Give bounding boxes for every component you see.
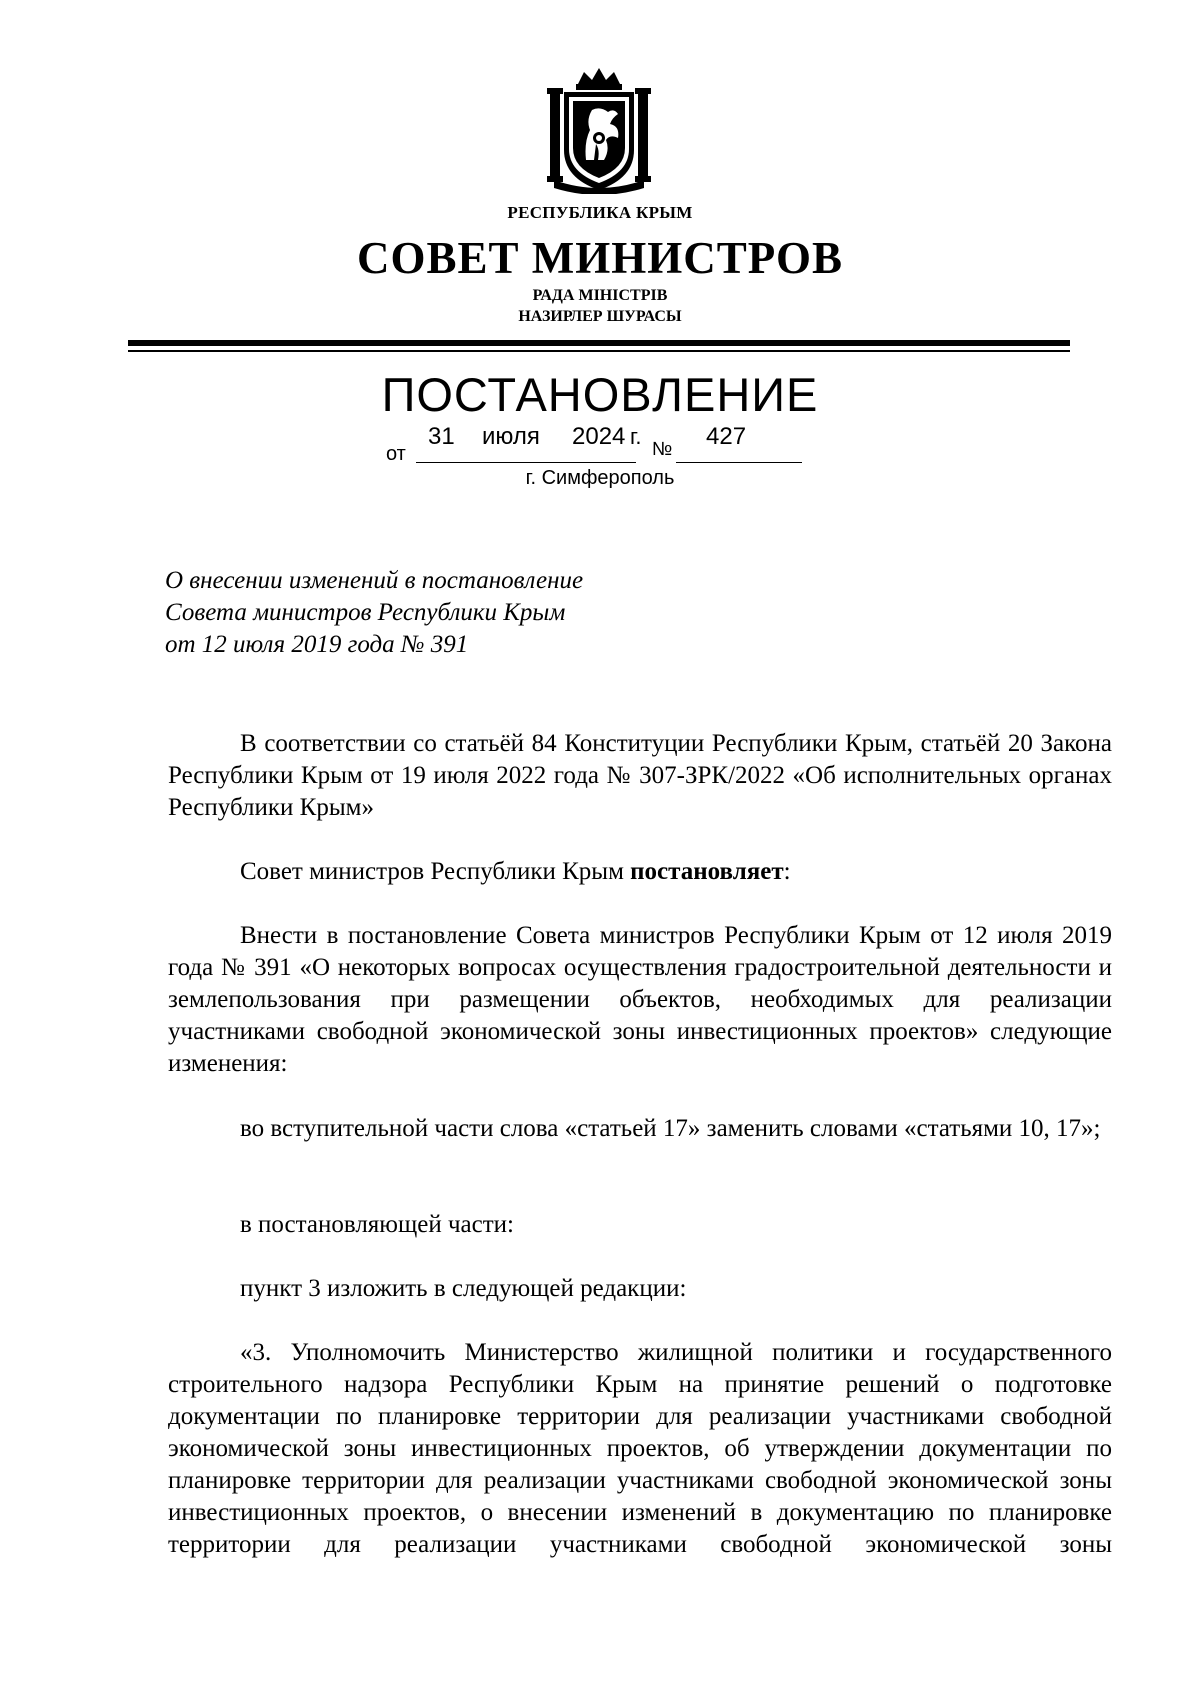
resolution-paragraph	[168, 856, 1112, 888]
decree-year: 2024	[572, 423, 626, 450]
number-underline	[676, 462, 802, 463]
date-prefix: от	[386, 443, 406, 465]
number-prefix: №	[652, 439, 673, 460]
clause-3-intro-paragraph: пункт 3 изложить в следующей редакции:	[240, 1275, 687, 1302]
resolution-lead: Совет министров Республики Крым	[240, 858, 631, 885]
header-divider-thick	[128, 340, 1070, 346]
preamble-paragraph: В соответствии со статьёй 84 Конституции Республики Крым, статьёй 20 Закона Республики Крым от 19 июля 2022 года № 307-ЗРК/2022 «Об исполнительных органах Республики Крым»	[168, 730, 1112, 821]
republic-name: РЕСПУБЛИКА КРЫМ	[507, 203, 693, 222]
resolution-tail: :	[783, 858, 791, 885]
resolution-keyword: постановляет	[630, 858, 784, 885]
decree-title: ПОСТАНОВЛЕНИЕ	[381, 368, 819, 421]
decree-month: июля	[482, 423, 540, 450]
header-divider-thin	[128, 350, 1070, 352]
decree-subject	[165, 565, 583, 661]
clause-3-text-paragraph: «3. Уполномочить Министерство жилищной политики и государственного строительного надзора Республики Крым на принятие решений о подготовке документации по планировке территории для реализации участниками свободной экономической зоны инвестиционных проектов, об утверждении документации по планировке территории для реализации участниками свободной экономической зоны инвестиционных проектов, о внесении изменений в документацию по планировке территории для реализации участниками свободной экономической зоны	[168, 1339, 1112, 1558]
date-underline	[416, 462, 636, 463]
coat-of-arms-emblem	[540, 62, 658, 194]
decree-number: 427	[706, 423, 747, 450]
subject-line-3: от 12 июля 2019 года № 391	[165, 631, 469, 658]
decree-city: г. Симферополь	[525, 467, 675, 489]
subject-line-2: Совета министров Республики Крым	[165, 599, 566, 626]
decree-year-suffix: г.	[630, 424, 642, 449]
operative-part-paragraph: в постановляющей части:	[240, 1211, 514, 1238]
council-title: СОВЕТ МИНИСТРОВ	[356, 233, 844, 283]
decree-date-number-row	[386, 423, 806, 463]
council-title-ukrainian: РАДА МІНІСТРІВ	[532, 287, 668, 304]
amendment-intro-paragraph: Внести в постановление Совета министров Республики Крым от 12 июля 2019 года № 391 «О некоторых вопросах осуществления градостроительной деятельности и землепользования при размещении объектов, необходимых для реализации участниками свободной экономической зоны инвестиционных проектов» следующие изменения:	[168, 922, 1112, 1077]
decree-day: 31	[428, 423, 455, 450]
council-title-crimean-tatar: НАЗИРЛЕР ШУРАСЫ	[518, 308, 682, 325]
subject-line-1: О внесении изменений в постановление	[165, 567, 584, 594]
amendment-preamble-paragraph: во вступительной части слова «статьей 17» заменить словами «статьями 10, 17»;	[240, 1115, 1101, 1142]
